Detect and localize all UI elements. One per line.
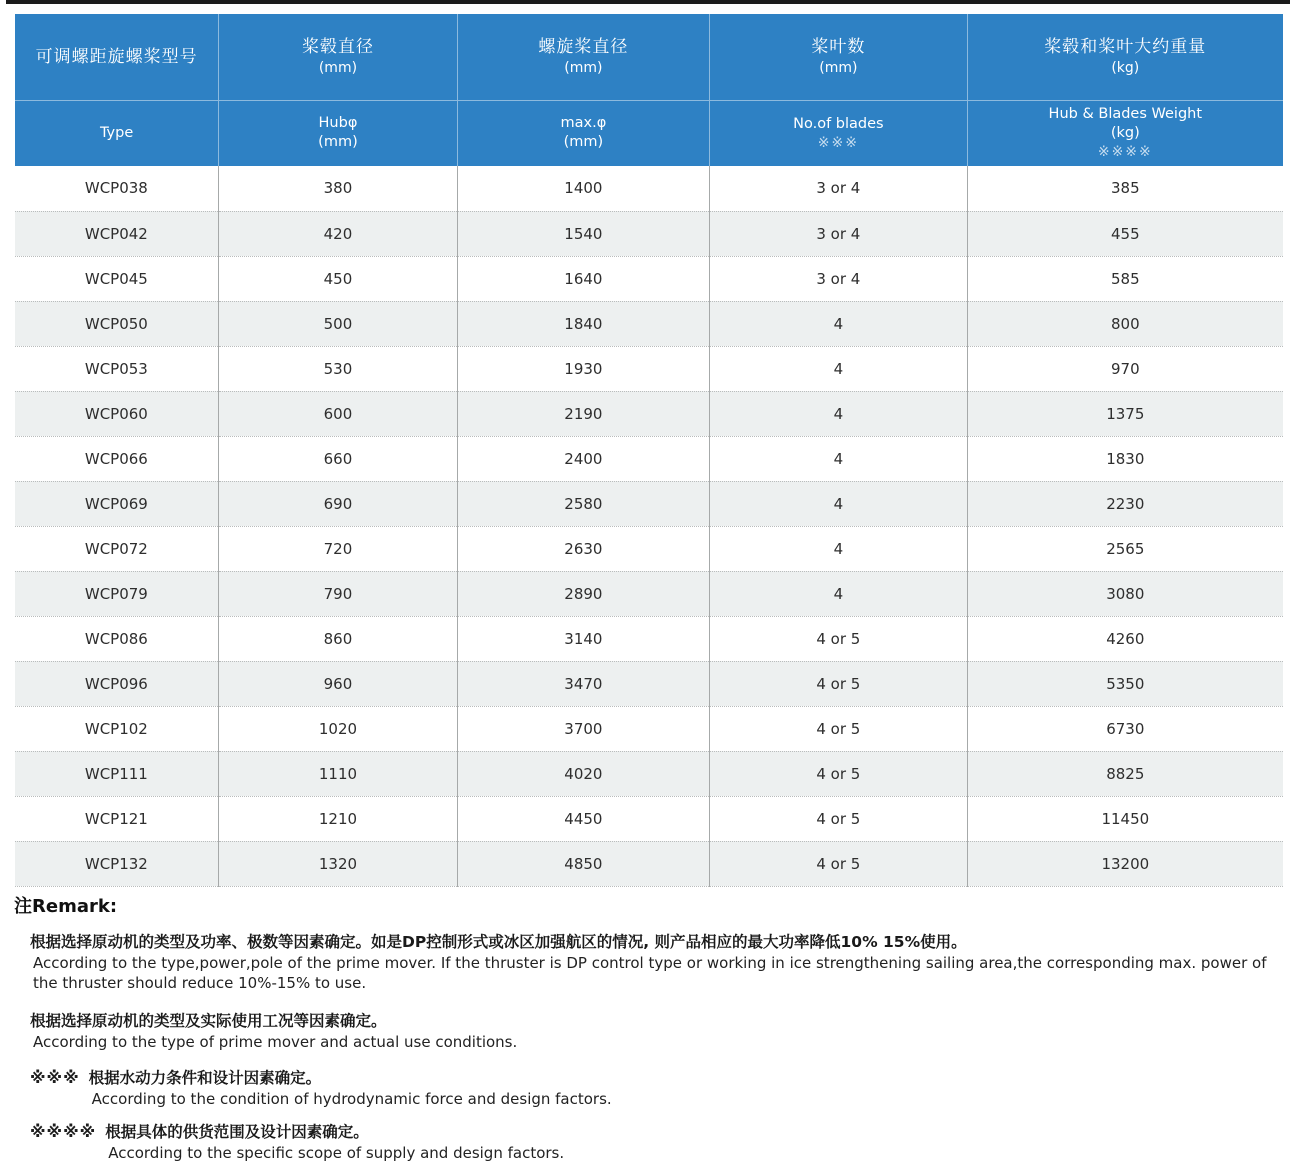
remark-body xyxy=(105,1121,1276,1163)
cell-value: 2630 xyxy=(457,526,709,571)
cell-value: 4 xyxy=(710,481,968,526)
remark-reference-marks: ※※※ xyxy=(30,1068,80,1087)
remark-chinese-text: 根据水动力条件和设计因素确定。 xyxy=(88,1069,322,1087)
remark-english-text: According to the condition of hydrodynamic force and design factors. xyxy=(91,1090,612,1108)
header-hub-diameter-en-label: Hubφ xyxy=(318,115,358,132)
table-row xyxy=(15,751,1284,796)
cell-value: 690 xyxy=(219,481,457,526)
remark-item xyxy=(14,931,1276,993)
cell-value: 4 or 5 xyxy=(710,841,968,886)
cell-value: 1210 xyxy=(219,796,457,841)
remark-chinese-text: 根据具体的供货范围及设计因素确定。 xyxy=(105,1123,369,1141)
table-header xyxy=(15,14,1284,166)
header-blades-en-label: No.of blades xyxy=(793,115,884,132)
header-hub-diameter-en xyxy=(219,100,457,166)
cell-value: 500 xyxy=(219,301,457,346)
table-row xyxy=(15,571,1284,616)
remark-body xyxy=(89,1067,1276,1109)
cell-value: 1110 xyxy=(219,751,457,796)
cell-value: 2190 xyxy=(457,391,709,436)
header-type-cn-label: 可调螺距旋螺桨型号 xyxy=(35,46,198,67)
cell-value: 2400 xyxy=(457,436,709,481)
cell-type: WCP072 xyxy=(15,526,219,571)
cell-value: 3140 xyxy=(457,616,709,661)
remark-body xyxy=(30,931,1276,993)
cell-type: WCP066 xyxy=(15,436,219,481)
header-hub-diameter-cn-label: 桨毂直径 xyxy=(301,37,374,58)
header-weight-reference-marks: ※※※※ xyxy=(1097,144,1153,161)
cell-value: 6730 xyxy=(967,706,1283,751)
header-prop-diameter-en xyxy=(457,100,709,166)
cell-value: 790 xyxy=(219,571,457,616)
header-prop-diameter-unit: (mm) xyxy=(564,60,603,77)
table-row xyxy=(15,481,1284,526)
cell-type: WCP038 xyxy=(15,166,219,211)
table-row xyxy=(15,661,1284,706)
cell-value: 420 xyxy=(219,211,457,256)
cell-type: WCP069 xyxy=(15,481,219,526)
cell-value: 1930 xyxy=(457,346,709,391)
header-weight-unit: (kg) xyxy=(1111,60,1140,77)
cell-value: 4 xyxy=(710,346,968,391)
header-blades-en xyxy=(710,100,968,166)
header-prop-diameter-en-label: max.φ xyxy=(560,115,607,132)
cell-value: 3 or 4 xyxy=(710,256,968,301)
remark-english-text: According to the type of prime mover and actual use conditions. xyxy=(33,1033,518,1051)
cell-value: 380 xyxy=(219,166,457,211)
header-type-cn xyxy=(15,14,219,100)
cell-value: 970 xyxy=(967,346,1283,391)
header-type-en-label: Type xyxy=(99,124,134,141)
cell-value: 4260 xyxy=(967,616,1283,661)
table-row xyxy=(15,391,1284,436)
cell-value: 1540 xyxy=(457,211,709,256)
cell-type: WCP096 xyxy=(15,661,219,706)
remarks-section xyxy=(14,892,1276,1163)
table-row xyxy=(15,796,1284,841)
cell-value: 2565 xyxy=(967,526,1283,571)
header-hub-diameter-en-unit: (mm) xyxy=(318,134,358,151)
cell-value: 4 or 5 xyxy=(710,706,968,751)
table-row xyxy=(15,301,1284,346)
cell-value: 4 or 5 xyxy=(710,661,968,706)
header-prop-diameter-en-unit: (mm) xyxy=(563,134,604,151)
header-prop-diameter-cn-label: 螺旋桨直径 xyxy=(538,37,629,58)
cell-type: WCP060 xyxy=(15,391,219,436)
remark-english-text: According to the type,power,pole of the prime mover. If the thruster is DP control type or working in ice strengthening sailing area,the corresponding max. power of the thruster should reduce 10%-15% to use. xyxy=(33,954,1267,992)
table-row xyxy=(15,841,1284,886)
header-prop-diameter-cn xyxy=(457,14,709,100)
cell-value: 720 xyxy=(219,526,457,571)
cell-type: WCP111 xyxy=(15,751,219,796)
header-weight-en-unit: (kg) xyxy=(1110,125,1140,142)
cell-value: 3700 xyxy=(457,706,709,751)
cell-value: 13200 xyxy=(967,841,1283,886)
header-weight-cn-label: 桨毂和桨叶大约重量 xyxy=(1044,37,1207,58)
header-type-en xyxy=(15,100,219,166)
remark-chinese-text: 根据选择原动机的类型及实际使用工况等因素确定。 xyxy=(30,1012,387,1030)
cell-value: 385 xyxy=(967,166,1283,211)
cell-value: 530 xyxy=(219,346,457,391)
header-weight-cn xyxy=(967,14,1283,100)
cell-type: WCP079 xyxy=(15,571,219,616)
cell-value: 4 or 5 xyxy=(710,616,968,661)
cell-value: 4 xyxy=(710,571,968,616)
table-body xyxy=(15,166,1284,886)
cell-value: 4 or 5 xyxy=(710,751,968,796)
remark-chinese-text: 根据选择原动机的类型及功率、极数等因素确定。如是DP控制形式或冰区加强航区的情况, 则产品相应的最大功率降低10% 15%使用。 xyxy=(30,933,967,951)
remark-item xyxy=(14,1067,1276,1109)
remark-reference-marks: ※※※※ xyxy=(30,1122,97,1141)
table-row xyxy=(15,211,1284,256)
cell-value: 3470 xyxy=(457,661,709,706)
cell-value: 3 or 4 xyxy=(710,211,968,256)
cell-value: 3080 xyxy=(967,571,1283,616)
cell-value: 5350 xyxy=(967,661,1283,706)
cell-value: 1830 xyxy=(967,436,1283,481)
cell-value: 3 or 4 xyxy=(710,166,968,211)
table-row xyxy=(15,166,1284,211)
cell-value: 1400 xyxy=(457,166,709,211)
header-row-english xyxy=(15,100,1284,166)
header-weight-en-label: Hub & Blades Weight xyxy=(1048,106,1203,123)
cell-value: 860 xyxy=(219,616,457,661)
remarks-title: 注Remark: xyxy=(14,896,118,917)
cell-value: 1375 xyxy=(967,391,1283,436)
propeller-spec-table xyxy=(14,14,1283,887)
cell-value: 960 xyxy=(219,661,457,706)
header-row-chinese xyxy=(15,14,1284,100)
remark-item xyxy=(14,1121,1276,1163)
table-row xyxy=(15,526,1284,571)
cell-value: 1020 xyxy=(219,706,457,751)
header-hub-diameter-unit: (mm) xyxy=(318,60,358,77)
cell-value: 2890 xyxy=(457,571,709,616)
cell-type: WCP042 xyxy=(15,211,219,256)
cell-value: 4450 xyxy=(457,796,709,841)
cell-value: 1320 xyxy=(219,841,457,886)
page-top-edge xyxy=(6,0,1290,4)
header-hub-diameter-cn xyxy=(219,14,457,100)
cell-value: 2580 xyxy=(457,481,709,526)
table-row xyxy=(15,346,1284,391)
cell-value: 8825 xyxy=(967,751,1283,796)
table-row xyxy=(15,436,1284,481)
header-weight-en xyxy=(967,100,1283,166)
cell-value: 4 xyxy=(710,391,968,436)
cell-type: WCP121 xyxy=(15,796,219,841)
cell-value: 660 xyxy=(219,436,457,481)
remark-item xyxy=(14,1010,1276,1052)
table-row xyxy=(15,616,1284,661)
cell-value: 1640 xyxy=(457,256,709,301)
table-row xyxy=(15,706,1284,751)
cell-value: 4020 xyxy=(457,751,709,796)
remark-body xyxy=(30,1010,1276,1052)
cell-type: WCP132 xyxy=(15,841,219,886)
header-blades-cn xyxy=(710,14,968,100)
cell-value: 4 xyxy=(710,301,968,346)
cell-type: WCP086 xyxy=(15,616,219,661)
cell-value: 600 xyxy=(219,391,457,436)
cell-type: WCP045 xyxy=(15,256,219,301)
cell-value: 4850 xyxy=(457,841,709,886)
cell-type: WCP050 xyxy=(15,301,219,346)
cell-type: WCP102 xyxy=(15,706,219,751)
cell-value: 455 xyxy=(967,211,1283,256)
cell-value: 585 xyxy=(967,256,1283,301)
cell-value: 450 xyxy=(219,256,457,301)
table-row xyxy=(15,256,1284,301)
cell-value: 800 xyxy=(967,301,1283,346)
cell-value: 4 xyxy=(710,526,968,571)
cell-value: 2230 xyxy=(967,481,1283,526)
cell-value: 4 or 5 xyxy=(710,796,968,841)
remark-english-text: According to the specific scope of supply and design factors. xyxy=(108,1144,565,1162)
header-blades-cn-label: 桨叶数 xyxy=(811,37,866,58)
header-blades-unit: (mm) xyxy=(819,60,858,77)
cell-value: 1840 xyxy=(457,301,709,346)
header-blades-reference-marks: ※※※ xyxy=(817,134,859,151)
spec-table-sheet xyxy=(14,14,1283,887)
cell-value: 11450 xyxy=(967,796,1283,841)
remarks-list xyxy=(14,931,1276,1163)
cell-value: 4 xyxy=(710,436,968,481)
cell-type: WCP053 xyxy=(15,346,219,391)
